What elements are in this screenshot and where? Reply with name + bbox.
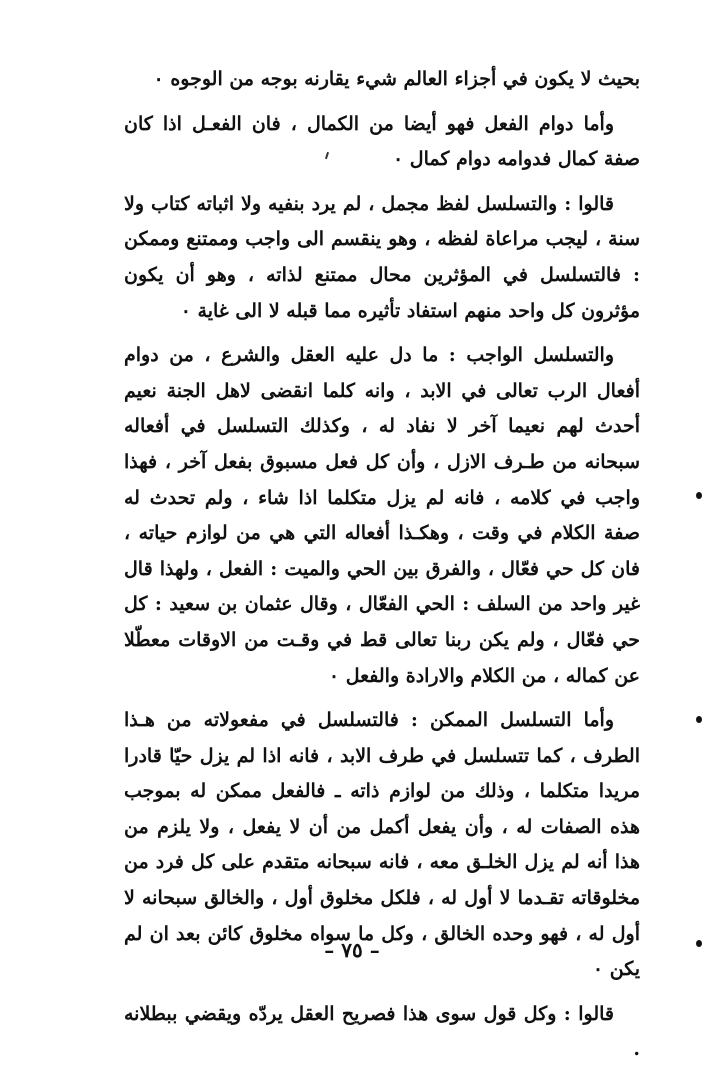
paragraph-necessary-tasalsul: والتسلسل الواجب : ما دل عليه العقل والشرع ، من دوام أفعال الرب تعالى في الابد ، وانه كلما انقضى لاهل الجنة نعيم أحدث لهم نعيما آخر لا نفاد له ، وكذلك التسلسل في أفعاله سبحانه من طـرف الازل ، وأن كل فعل مسبوق بفعل آخر ، فهذا واجب في كلامه ، فانه لم يزل متكلما اذا شاء ، ولم تحدث له صفة الكلام في وقت ، وهكـذا أفعاله التي هي من لوازم حياته ، فان كل حي فعّال ، والفرق بين الحي والميت : الفعل ، ولهذا قال غير واحد من السلف : الحي الفعّال ، وقال عثمان بن سعيد : كل حي فعّال ، ولم يكن ربنا تعالى قط في وقـت من الاوقات معطّلا عن كماله ، من الكلام والارادة والفعل ٠ (124, 344, 640, 687)
paragraph-possible-tasalsul: وأما التسلسل الممكن : فالتسلسل في مفعولاته من هـذا الطرف ، كما تتسلسل في طرف الابد ، فانه اذا لم يزل حيّا قادرا مريدا متكلما ، وذلك من لوازم ذاته ـ فالفعل ممكن له بموجب هذه الصفات له ، وأن يفعل أكمل من أن لا يفعل ، ولا يلزم من هذا أنه لم يزل الخلـق معه ، فانه سبحانه متقدم على كل فرد من مخلوقاته تقـدما لا أول له ، فلكل مخلوق أول ، والخالق سبحانه لا أول له ، فهو وحده الخالق ، وكل ما سواه مخلوق كائن بعد ان لم يكن ٠ (124, 709, 640, 981)
margin-dot (696, 492, 702, 499)
margin-dot (696, 940, 702, 947)
body-text (124, 62, 640, 1068)
paragraph-perpetual-action: وأما دوام الفعل فهو أيضا من الكمال ، فان الفعـل اذا كان صفة كمال فدوامه دوام كمال ٠ (124, 112, 640, 171)
paragraph-conclusion: قالوا : وكل قول سوى هذا فصريح العقل يردّه ويقضي ببطلانه . (124, 1002, 640, 1061)
paragraph-tasalsul-definition: قالوا : والتسلسل لفظ مجمل ، لم يرد بنفيه ولا اثباته كتاب ولا سنة ، ليجب مراعاة لفظه ، وهو ينقسم الى واجب وممتنع وممكن : فالتسلسل في المؤثرين محال ممتنع لذاته ، وهو أن يكون مؤثرون كل واحد منهم استفاد تأثيره مما قبله لا الى غاية ٠ (124, 192, 640, 322)
page-number: – ٧٥ – (324, 938, 380, 962)
margin-dot (696, 716, 702, 723)
paragraph-continuation: بحيث لا يكون في أجزاء العالم شيء يقارنه بوجه من الوجوه ٠ (153, 68, 640, 90)
